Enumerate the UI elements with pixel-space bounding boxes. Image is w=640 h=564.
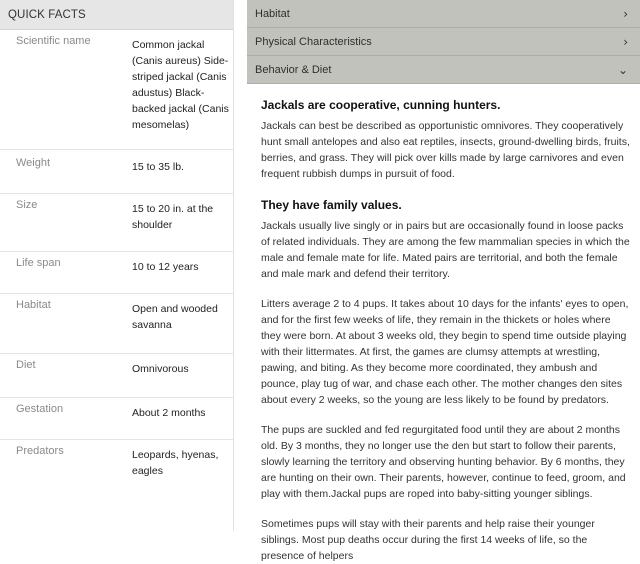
fact-row-predators <box>0 440 233 530</box>
article-paragraph: The pups are suckled and fed regurgitated food until they are about 2 months old. By 3 months, they no longer use the den but start to follow their parents, slowly learning the territory and observing hunting behavior. By 6 months, they are hunting on their own. Their parents, however, continue to feed, groom, and play with them.Jackal pups are roped into baby-sitting younger siblings. <box>261 424 626 500</box>
accordion-label: Physical Characteristics <box>255 35 372 48</box>
fact-row-diet <box>0 354 233 398</box>
fact-value: 15 to 20 in. at the shoulder <box>132 203 214 231</box>
fact-value: Open and wooded savanna <box>132 303 218 331</box>
chevron-right-icon: › <box>623 6 628 21</box>
fact-value: Common jackal (Canis aureus) Side-striped jackal (Canis adustus) Black-backed jackal (Canis mesomelas) <box>132 39 229 131</box>
fact-value: Omnivorous <box>132 363 189 375</box>
fact-row-scientific-name <box>0 30 233 150</box>
article-paragraph: Jackals usually live singly or in pairs but are occasionally found in loose packs of related individuals. They are among the few mammalian species in which the male and female mate for life. Mated pairs are territorial, and both the female and male mark and defend their territory. <box>261 220 630 280</box>
accordion-habitat[interactable] <box>247 0 640 28</box>
accordion-behavior-diet[interactable] <box>247 56 640 84</box>
fact-label: Weight <box>16 157 51 169</box>
accordion-panel <box>247 0 640 562</box>
quick-facts-title: QUICK FACTS <box>0 0 233 30</box>
fact-row-size <box>0 194 233 252</box>
fact-label: Scientific name <box>16 35 91 47</box>
accordion-physical-characteristics[interactable] <box>247 28 640 56</box>
article-paragraph: Sometimes pups will stay with their parents and help raise their younger siblings. Most pup deaths occur during the first 14 weeks of life, so the presence of helpers <box>261 518 595 562</box>
article-paragraph: Litters average 2 to 4 pups. It takes about 10 days for the infants' eyes to open, and for the first few weeks of life, they remain in the thickets or holes where they were born. At about 3 weeks old, they begin to spend time outside playing with their littermates. At first, the games are clumsy attempts at wrestling, pawing, and biting. As they become more coordinated, they ambush and pounce, play tug of war, and chase each other. The mother changes den sites about every 2 weeks, so the young are less likely to be found by predators. <box>261 298 629 406</box>
fact-label: Size <box>16 199 38 211</box>
fact-value: About 2 months <box>132 407 206 419</box>
fact-label: Gestation <box>16 403 64 415</box>
fact-value: 10 to 12 years <box>132 261 199 273</box>
fact-row-gestation <box>0 398 233 440</box>
behavior-diet-content <box>247 84 640 564</box>
quick-facts-panel <box>0 0 234 531</box>
chevron-right-icon: › <box>623 34 628 49</box>
fact-label: Predators <box>16 445 64 457</box>
article-paragraph: Jackals can best be described as opportunistic omnivores. They cooperatively hunt small antelopes and also eat reptiles, insects, ground-dwelling birds, fruits, berries, and grass. They will pick over kills made by large carnivores and even frequent rubbish dumps in pursuit of food. <box>261 120 630 180</box>
fact-label: Habitat <box>16 299 51 311</box>
accordion-label: Habitat <box>255 7 290 20</box>
fact-row-life-span <box>0 252 233 294</box>
fact-value: 15 to 35 lb. <box>132 161 184 173</box>
chevron-down-icon: ⌄ <box>617 62 628 77</box>
article-heading: They have family values. <box>261 198 402 212</box>
accordion-label: Behavior & Diet <box>255 63 332 76</box>
fact-row-habitat <box>0 294 233 354</box>
article-heading: Jackals are cooperative, cunning hunters. <box>261 98 501 112</box>
fact-row-weight <box>0 150 233 194</box>
fact-value: Leopards, hyenas, eagles <box>132 449 219 477</box>
fact-label: Diet <box>16 359 36 371</box>
fact-label: Life span <box>16 257 61 269</box>
